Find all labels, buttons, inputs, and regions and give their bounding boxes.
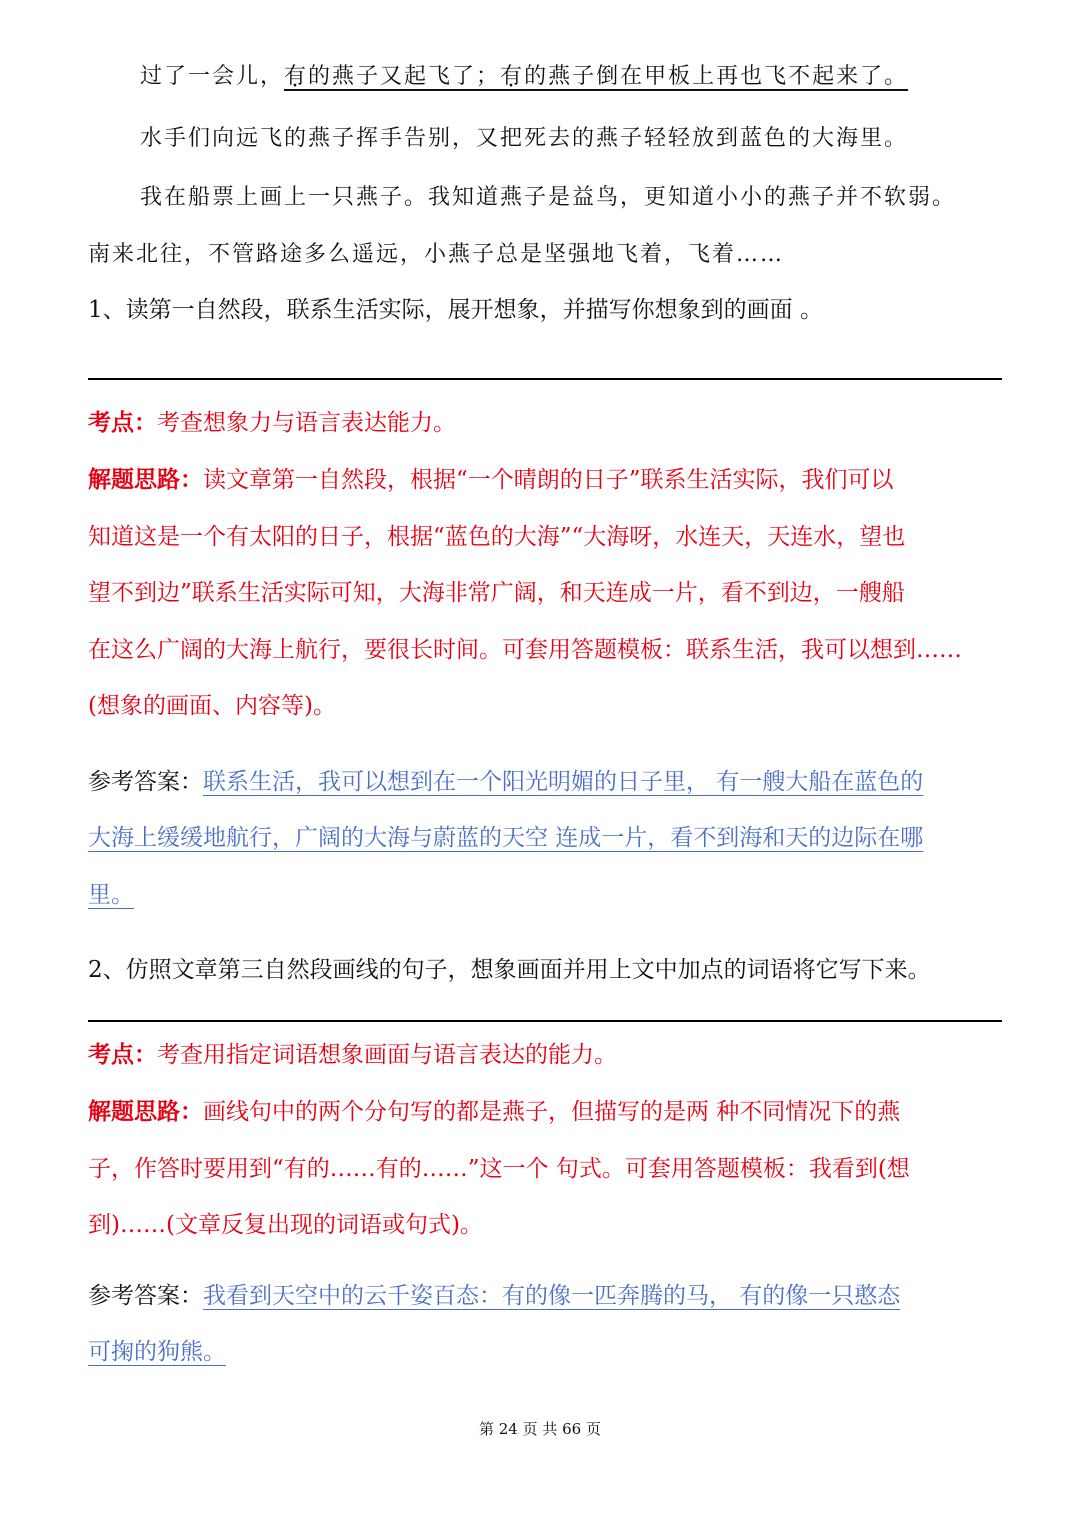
underlined-clause-1: 的燕子又起飞了； xyxy=(308,64,501,89)
passage-paragraph-2: 水手们向远飞的燕子挥手告别，又把死去的燕子轻轻放到蓝色的大海里。 xyxy=(140,126,909,151)
q2-kaodian xyxy=(88,1040,617,1070)
kaodian-label: 考点： xyxy=(88,1041,157,1068)
q2-silu-line-2: 子，作答时要用到“有的……有的……”这一个 句式。可套用答题模板：我看到(想 xyxy=(88,1156,910,1182)
silu-text: 画线句中的两个分句写的都是燕子，但描写的是两 种不同情况下的燕 xyxy=(203,1099,901,1125)
underlined-clause-2: 的燕子倒在甲板上再也飞不起来了。 xyxy=(524,64,909,89)
q2-answer-line-1 xyxy=(88,1281,900,1311)
q2-answer-line-2: 可掬的狗熊。 xyxy=(88,1339,226,1365)
dotted-word: 有 xyxy=(284,64,309,89)
q1-silu-line-3: 望不到边”联系生活实际可知，大海非常广阔，和天连成一片，看不到边，一艘船 xyxy=(88,580,905,606)
silu-label: 解题思路： xyxy=(88,1098,203,1125)
q1-answer-line-1 xyxy=(88,767,923,797)
answer-text: 我看到天空中的云千姿百态：有的像一匹奔腾的马， 有的像一只憨态 xyxy=(203,1283,901,1309)
passage-paragraph-3-line-1: 我在船票上画上一只燕子。我知道燕子是益鸟，更知道小小的燕子并不软弱。 xyxy=(140,185,957,210)
answer-line-divider xyxy=(88,378,1002,380)
silu-text: 读文章第一自然段，根据“一个晴朗的日子”联系生活实际，我们可以 xyxy=(203,467,894,493)
q1-answer-line-2: 大海上缓缓地航行，广阔的大海与蔚蓝的天空 连成一片，看不到海和天的边际在哪 xyxy=(88,825,924,851)
q1-silu-line-1 xyxy=(88,465,894,495)
q2-silu-line-1 xyxy=(88,1097,900,1127)
dotted-word: 有 xyxy=(500,64,525,89)
underlined-sentence xyxy=(284,64,908,89)
q1-answer-line-3: 里。 xyxy=(88,882,134,908)
question-2: 2、仿照文章第三自然段画线的句子，想象画面并用上文中加点的词语将它写下来。 xyxy=(88,957,931,983)
answer-label: 参考答案： xyxy=(88,1283,203,1309)
answer-text: 联系生活，我可以想到在一个阳光明媚的日子里， 有一艘大船在蓝色的 xyxy=(203,769,924,795)
q1-silu-line-5: (想象的画面、内容等)。 xyxy=(88,693,336,719)
answer-label: 参考答案： xyxy=(88,769,203,795)
q1-kaodian xyxy=(88,408,456,438)
kaodian-text: 考查想象力与语言表达能力。 xyxy=(157,410,456,436)
q2-silu-line-3: 到)……(文章反复出现的词语或句式)。 xyxy=(88,1212,483,1238)
page-footer: 第 24 页 共 66 页 xyxy=(478,1420,601,1438)
kaodian-text: 考查用指定词语想象画面与语言表达的能力。 xyxy=(157,1042,617,1068)
passage-paragraph-1 xyxy=(140,62,908,92)
q1-silu-line-4: 在这么广阔的大海上航行，要很长时间。可套用答题模板：联系生活，我可以想到…… xyxy=(88,637,962,663)
q1-silu-line-2: 知道这是一个有太阳的日子，根据“蓝色的大海”“大海呀，水连天，天连水，望也 xyxy=(88,524,906,550)
answer-line-divider xyxy=(88,1020,1002,1022)
silu-label: 解题思路： xyxy=(88,466,203,493)
question-1: 1、读第一自然段，联系生活实际，展开想象，并描写你想象到的画面 。 xyxy=(88,297,823,323)
passage-paragraph-3-line-2: 南来北往，不管路途多么遥远，小燕子总是坚强地飞着，飞着…… xyxy=(88,242,785,267)
kaodian-label: 考点： xyxy=(88,409,157,436)
passage-p1-lead: 过了一会儿， xyxy=(140,64,285,89)
